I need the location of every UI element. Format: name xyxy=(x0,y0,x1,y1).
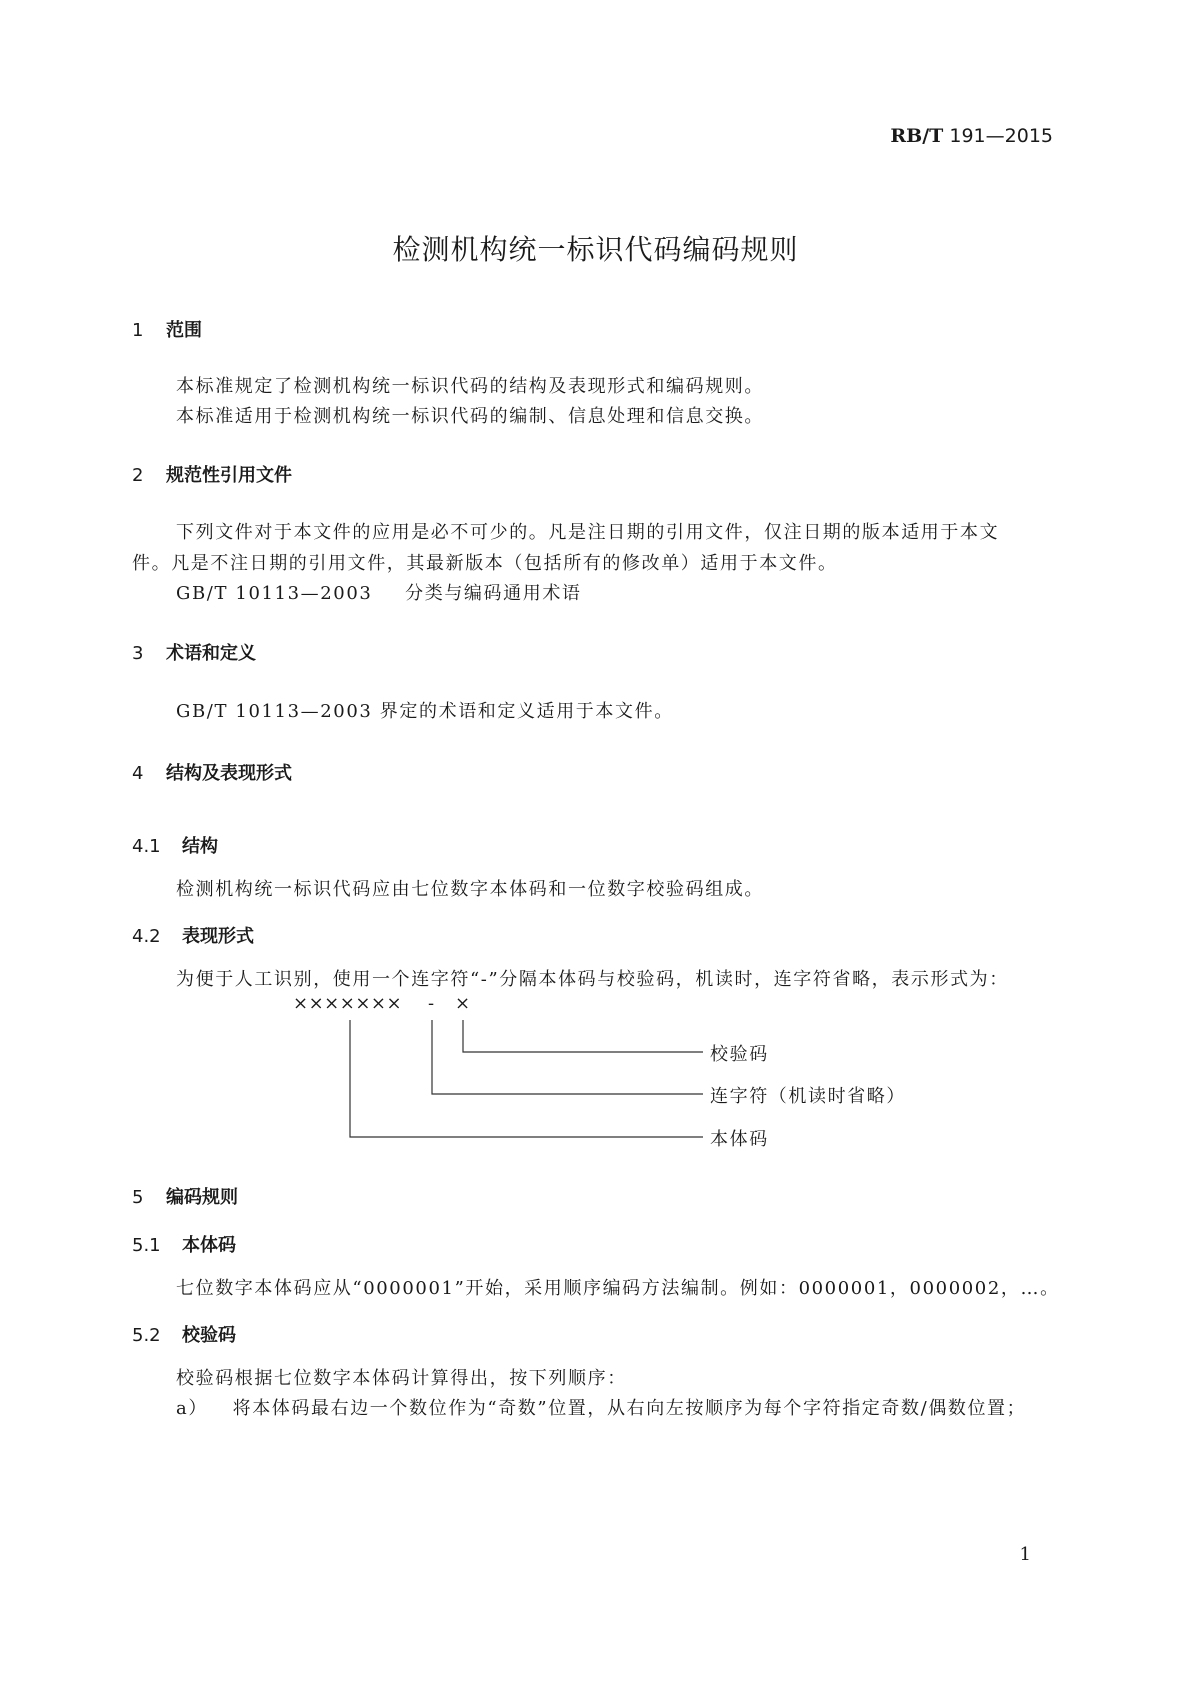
section-title: 校验码 xyxy=(182,1325,236,1346)
diagram-check-code: × xyxy=(455,993,471,1014)
document-title: 检测机构统一标识代码编码规则 xyxy=(392,233,799,266)
paragraph: 本标准规定了检测机构统一标识代码的结构及表现形式和编码规则。 xyxy=(176,376,764,397)
section-title: 范围 xyxy=(166,320,202,341)
section-number: 5.2 xyxy=(132,1325,161,1346)
section-title: 结构 xyxy=(182,836,218,857)
section-5-1-heading xyxy=(132,1231,236,1257)
section-number: 2 xyxy=(132,465,144,486)
diagram-body-code: ××××××× xyxy=(293,993,403,1014)
section-title: 本体码 xyxy=(182,1235,236,1256)
paragraph: 为便于人工识别，使用一个连字符“-”分隔本体码与校验码，机读时，连字符省略，表示形式为： xyxy=(176,969,1009,990)
section-number: 5.1 xyxy=(132,1235,161,1256)
diagram-label-hyphen: 连字符（机读时省略） xyxy=(710,1086,906,1107)
leader-line-body xyxy=(350,1020,703,1137)
diagram-label-body: 本体码 xyxy=(710,1129,769,1150)
section-5-heading xyxy=(132,1183,238,1209)
section-5-2-heading xyxy=(132,1321,236,1347)
page-number: 1 xyxy=(1019,1544,1031,1565)
list-item-text: 将本体码最右边一个数位作为“奇数”位置，从右向左按顺序为每个字符指定奇数/偶数位置； xyxy=(232,1398,1027,1419)
diagram-label-check: 校验码 xyxy=(710,1044,769,1065)
paragraph-line: 件。凡是不注日期的引用文件，其最新版本（包括所有的修改单）适用于本文件。 xyxy=(132,553,838,574)
list-item xyxy=(176,1394,1026,1420)
section-3-heading xyxy=(132,639,256,665)
section-4-1-heading xyxy=(132,832,218,858)
reference-code: GB/T 10113—2003 xyxy=(176,583,373,604)
paragraph: 七位数字本体码应从“0000001”开始，采用顺序编码方法编制。例如：0000001，0000002，…。 xyxy=(176,1278,1060,1299)
paragraph-line: 下列文件对于本文件的应用是必不可少的。凡是注日期的引用文件，仅注日期的版本适用于本文 xyxy=(176,522,1000,543)
paragraph: 校验码根据七位数字本体码计算得出，按下列顺序： xyxy=(176,1368,627,1389)
paragraph: 检测机构统一标识代码应由七位数字本体码和一位数字校验码组成。 xyxy=(176,879,764,900)
section-number: 4 xyxy=(132,763,144,784)
leader-line-check xyxy=(463,1020,703,1052)
standard-code-number: 191—2015 xyxy=(949,125,1053,147)
section-title: 表现形式 xyxy=(182,926,254,947)
diagram-hyphen: - xyxy=(428,993,435,1014)
section-title: 结构及表现形式 xyxy=(166,763,292,784)
paragraph: GB/T 10113—2003 界定的术语和定义适用于本文件。 xyxy=(176,701,674,722)
section-number: 1 xyxy=(132,320,144,341)
leader-line-hyphen xyxy=(432,1020,703,1094)
standard-code-prefix: RB/T xyxy=(890,125,944,147)
section-2-heading xyxy=(132,461,292,487)
section-title: 编码规则 xyxy=(166,1187,238,1208)
section-4-heading xyxy=(132,759,292,785)
section-title: 规范性引用文件 xyxy=(166,465,292,486)
reference-title: 分类与编码通用术语 xyxy=(405,583,582,604)
paragraph: 本标准适用于检测机构统一标识代码的编制、信息处理和信息交换。 xyxy=(176,406,764,427)
section-number: 4.2 xyxy=(132,926,161,947)
section-title: 术语和定义 xyxy=(166,643,256,664)
list-item-marker: a） xyxy=(176,1398,208,1419)
section-1-heading xyxy=(132,316,202,342)
standard-code xyxy=(890,125,1053,147)
section-number: 3 xyxy=(132,643,144,664)
section-number: 4.1 xyxy=(132,836,161,857)
section-4-2-heading xyxy=(132,922,254,948)
section-number: 5 xyxy=(132,1187,144,1208)
normative-reference xyxy=(176,579,582,605)
